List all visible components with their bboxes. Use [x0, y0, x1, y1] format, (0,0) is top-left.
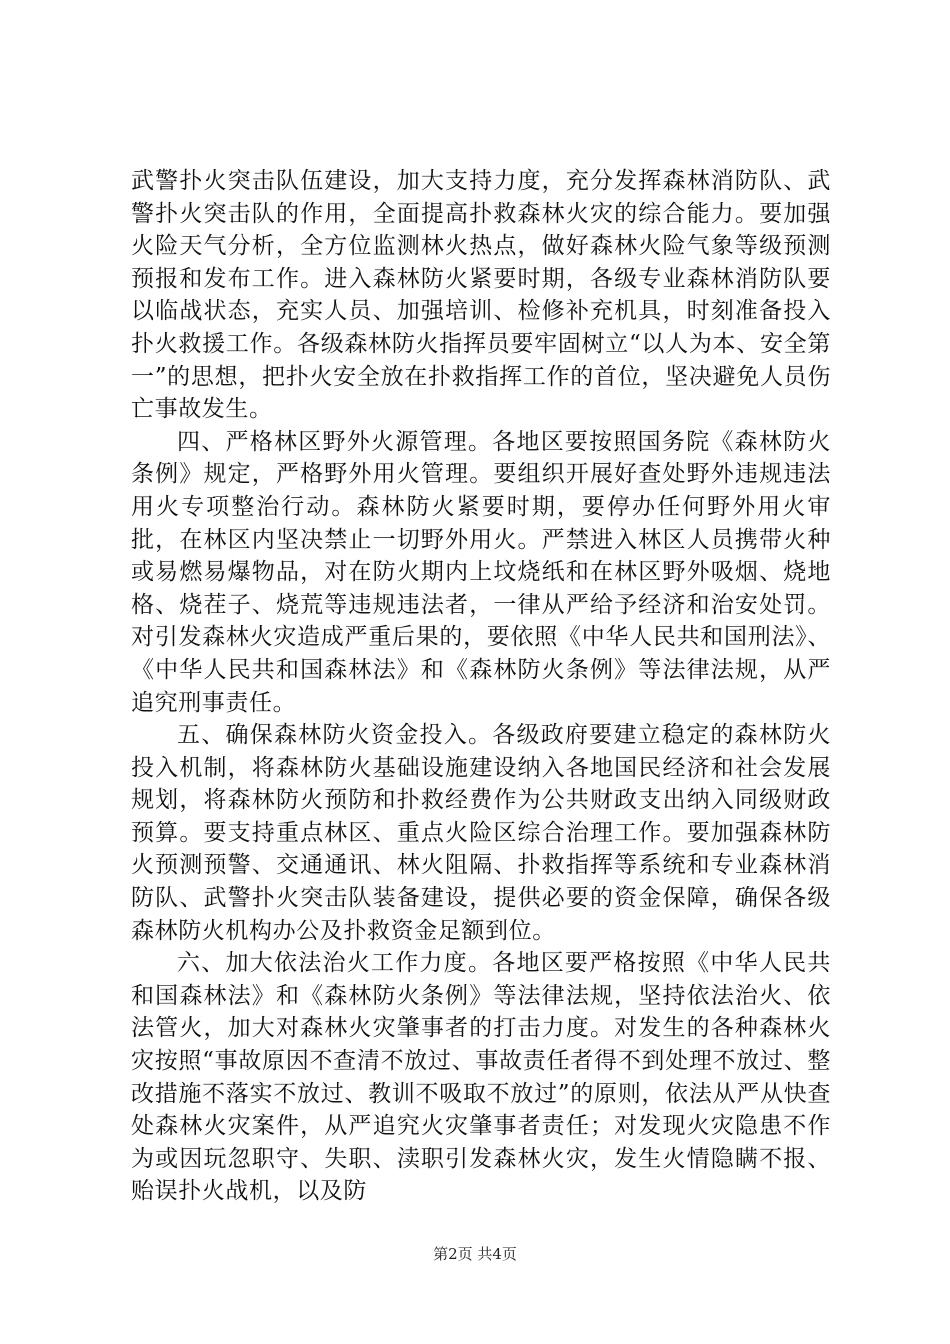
paragraph-section-5: 五、确保森林防火资金投入。各级政府要建立稳定的森林防火投入机制，将森林防火基础设施建设纳入各地国民经济和社会发展规划，将森林防火预防和扑救经费作为公共财政支出纳入同级财政预算。要支持重点林区、重点火险区综合治理工作。要加强森林防火预测预警、交通通讯、林火阻隔、扑救指挥等系统和专业森林消防队、武警扑火突击队装备建设，提供必要的资金保障，确保各级森林防火机构办公及扑救资金足额到位。: [131, 722, 831, 944]
paragraph-section-6: 六、加大依法治火工作力度。各地区要严格按照《中华人民共和国森林法》和《森林防火条例》等法律法规，坚持依法治火、依法管火，加大对森林火灾肇事者的打击力度。对发生的各种森林火灾按照“事故原因不查清不放过、事故责任者得不到处理不放过、整改措施不落实不放过、教训不吸取不放过”的原则，依法从严从快查处森林火灾案件，从严追究火灾肇事者责任；对发现火灾隐患不作为或因玩忽职守、失职、渎职引发森林火灾，发生火情隐瞒不报、贻误扑火战机，以及防: [131, 950, 831, 1205]
paragraph-section-4: 四、严格林区野外火源管理。各地区要按照国务院《森林防火条例》规定，严格野外用火管理。要组织开展好查处野外违规违法用火专项整治行动。森林防火紧要时期，要停办任何野外用火审批，在林区内坚决禁止一切野外用火。严禁进入林区人员携带火种或易燃易爆物品，对在防火期内上坟烧纸和在林区野外吸烟、烧地格、烧茬子、烧荒等违规违法者，一律从严给予经济和治安处罚。对引发森林火灾造成严重后果的，要依照《中华人民共和国刑法》、《中华人民共和国森林法》和《森林防火条例》等法律法规，从严追究刑事责任。: [131, 428, 831, 716]
paragraph-continuation: 武警扑火突击队伍建设，加大支持力度，充分发挥森林消防队、武警扑火突击队的作用，全面提高扑救森林火灾的综合能力。要加强火险天气分析，全方位监测林火热点，做好森林火险气象等级预测预报和发布工作。进入森林防火紧要时期，各级专业森林消防队要以临战状态，充实人员、加强培训、检修补充机具，时刻准备投入扑火救援工作。各级森林防火指挥员要牢固树立“以人为本、安全第一”的思想，把扑火安全放在扑救指挥工作的首位，坚决避免人员伤亡事故发生。: [131, 168, 831, 423]
document-body: [131, 165, 831, 1208]
page-footer: 第2页 共4页: [433, 1245, 517, 1263]
